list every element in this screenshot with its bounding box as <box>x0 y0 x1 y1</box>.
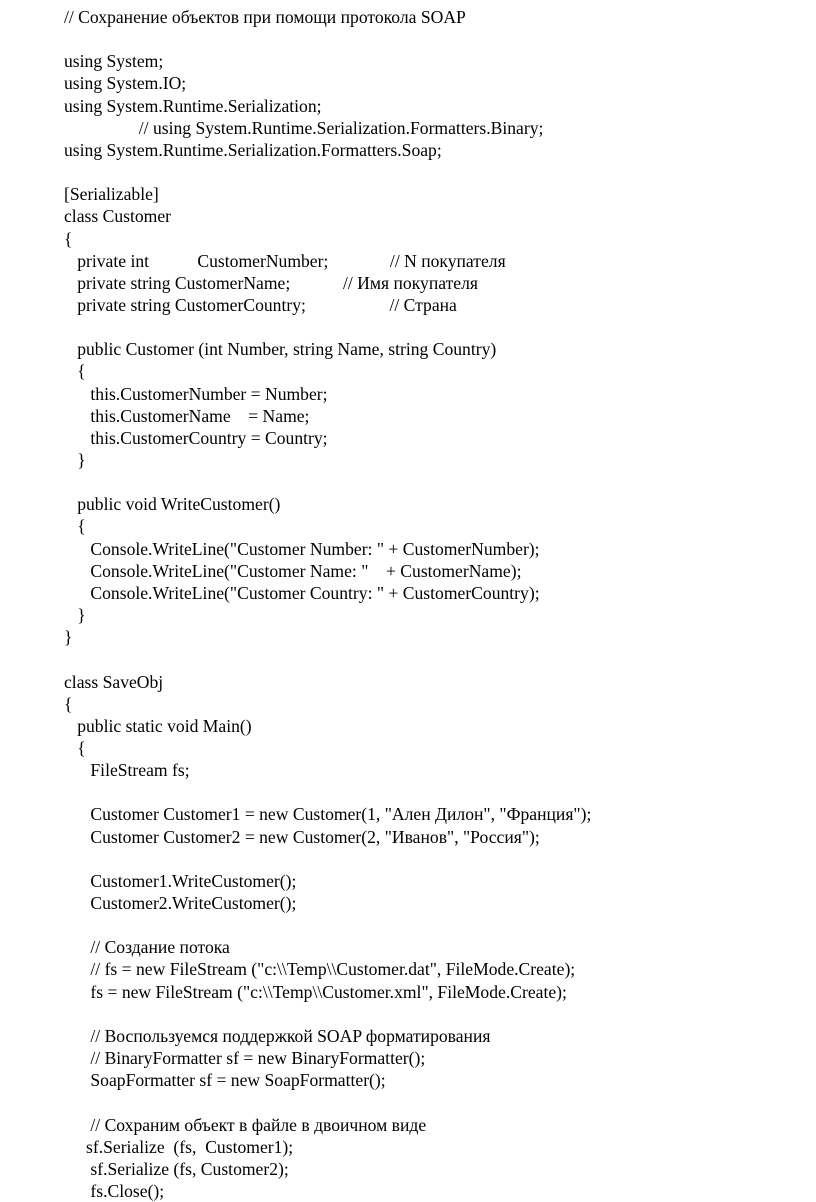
code-line: Console.WriteLine("Customer Name: " + CustomerName); <box>64 560 522 581</box>
code-line: [Serializable] <box>64 184 159 205</box>
code-line: class SaveObj <box>64 671 164 692</box>
code-line: { <box>64 693 73 714</box>
code-line: { <box>64 361 86 382</box>
code-line: using System.IO; <box>64 73 187 94</box>
code-line: // Воспользуемся поддержкой SOAP форматирования <box>64 1025 491 1046</box>
code-line: Console.WriteLine("Customer Number: " + CustomerNumber); <box>64 538 540 559</box>
code-line: sf.Serialize (fs, Customer1); <box>64 1136 294 1157</box>
code-line: } <box>64 605 86 626</box>
code-line: Customer2.WriteCustomer(); <box>64 893 297 913</box>
code-line: } <box>64 627 73 648</box>
code-line: private string CustomerName; // Имя покупателя <box>64 272 478 293</box>
code-line: // fs = new FileStream ("c:\\Temp\\Customer.dat", FileMode.Create); <box>64 959 576 980</box>
code-line: public static void Main() <box>64 715 252 736</box>
code-line: // using System.Runtime.Serialization.Formatters.Binary; <box>64 117 544 138</box>
code-line: FileStream fs; <box>64 760 190 781</box>
code-line: // Сохранение объектов при помощи протокола SOAP <box>64 7 466 27</box>
code-line: // Сохраним объект в файле в двоичном виде <box>64 1114 427 1135</box>
code-line: this.CustomerNumber = Number; <box>64 383 328 404</box>
code-line: } <box>64 450 86 470</box>
code-line: private int CustomerNumber; // N покупателя <box>64 250 506 271</box>
code-line: using System.Runtime.Serialization.Formatters.Soap; <box>64 139 442 160</box>
code-line: Console.WriteLine("Customer Country: " + CustomerCountry); <box>64 582 540 603</box>
code-line: { <box>64 228 73 249</box>
code-line: { <box>64 516 86 537</box>
code-line: // BinaryFormatter sf = new BinaryFormatter(); <box>64 1048 426 1069</box>
code-line: fs.Close(); <box>64 1180 165 1201</box>
code-line: // Создание потока <box>64 937 230 958</box>
code-line: this.CustomerName = Name; <box>64 405 310 426</box>
code-line: class Customer <box>64 206 172 227</box>
code-line: Customer Customer1 = new Customer(1, "Ален Дилон", "Франция"); <box>64 804 592 825</box>
code-line: SoapFormatter sf = new SoapFormatter(); <box>64 1070 386 1091</box>
code-line: { <box>64 737 86 758</box>
code-line: private string CustomerCountry; // Страна <box>64 294 457 315</box>
code-line: using System; <box>64 51 164 72</box>
code-line: Customer1.WriteCustomer(); <box>64 870 297 891</box>
code-line: public Customer (int Number, string Name, string Country) <box>64 339 497 360</box>
code-line: this.CustomerCountry = Country; <box>64 427 328 448</box>
code-line: using System.Runtime.Serialization; <box>64 95 322 116</box>
code-line: public void WriteCustomer() <box>64 494 281 515</box>
code-line: sf.Serialize (fs, Customer2); <box>64 1158 289 1179</box>
code-line: Customer Customer2 = new Customer(2, "Иванов", "Россия"); <box>64 826 540 847</box>
code-line: fs = new FileStream ("c:\\Temp\\Customer.xml", FileMode.Create); <box>64 981 567 1002</box>
